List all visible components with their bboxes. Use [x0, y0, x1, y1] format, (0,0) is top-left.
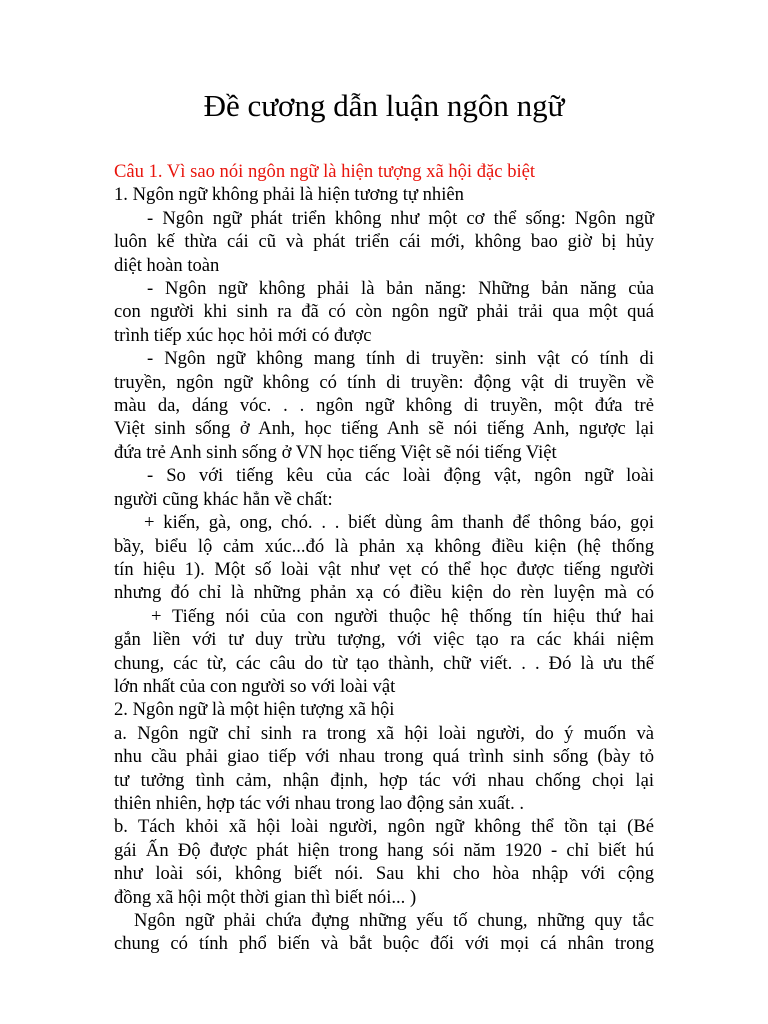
paragraph-line: a. Ngôn ngữ chỉ sinh ra trong xã hội loài người, do ý muốn và: [114, 722, 654, 744]
paragraph-line: lớn nhất của con người so với loài vật: [114, 675, 396, 697]
paragraph-line: trình tiếp xúc học hỏi mới có được: [114, 324, 372, 346]
paragraph-line: + Tiếng nói của con người thuộc hệ thống tín hiệu thứ hai: [151, 605, 654, 627]
paragraph-line: Ngôn ngữ phải chứa đựng những yếu tố chung, những quy tắc: [134, 910, 654, 931]
paragraph-line: như loài sói, không biết nói. Sau khi cho hòa nhập với cộng: [114, 863, 654, 885]
paragraph-line: gái Ấn Độ được phát hiện trong hang sói năm 1920 - chỉ biết hú: [114, 839, 654, 861]
paragraph-line: bầy, biểu lộ cảm xúc...đó là phản xạ không điều kiện (hệ thống: [114, 535, 654, 557]
paragraph-line: chung, các từ, các câu do từ tạo thành, chữ viết. . . Đó là ưu thế: [114, 652, 654, 674]
section-heading: 2. Ngôn ngữ là một hiện tượng xã hội: [114, 699, 395, 721]
paragraph-line: chung có tính phổ biến và bắt buộc đối với mọi cá nhân trong: [114, 933, 654, 955]
paragraph-line: nhu cầu phải giao tiếp với nhau trong quá trình sinh sống (bày tỏ: [114, 746, 654, 768]
paragraph-line: con người khi sinh ra đã có còn ngôn ngữ phải trải qua một quá: [114, 301, 654, 323]
paragraph-line: diệt hoàn toàn: [114, 254, 220, 276]
section-heading: 1. Ngôn ngữ không phải là hiện tương tự nhiên: [114, 184, 464, 206]
paragraph-line: đứa trẻ Anh sinh sống ở VN học tiếng Việt sẽ nói tiếng Việt: [114, 441, 557, 463]
paragraph-line: - So với tiếng kêu của các loài động vật, ngôn ngữ loài: [147, 465, 654, 487]
paragraph-line: màu da, dáng vóc. . . ngôn ngữ không di truyền, một đứa trẻ: [114, 395, 654, 417]
document-title: Đề cương dẫn luận ngôn ngữ: [203, 88, 565, 123]
paragraph-line: - Ngôn ngữ không mang tính di truyền: sinh vật có tính di: [147, 348, 654, 370]
paragraph-line: Việt sinh sống ở Anh, học tiếng Anh sẽ nói tiếng Anh, ngược lại: [114, 418, 654, 440]
question-heading: Câu 1. Vì sao nói ngôn ngữ là hiện tượng xã hội đặc biệt: [114, 161, 536, 182]
paragraph-line: + kiến, gà, ong, chó. . . biết dùng âm thanh để thông báo, gọi: [144, 512, 654, 534]
paragraph-line: người cũng khác hẳn về chất:: [114, 488, 333, 510]
paragraph-line: gắn liền với tư duy trừu tượng, với việc tạo ra các khái niệm: [114, 629, 654, 651]
paragraph-line: - Ngôn ngữ phát triển không như một cơ thể sống: Ngôn ngữ: [147, 207, 654, 229]
document-body: [114, 160, 654, 956]
paragraph-line: luôn kế thừa cái cũ và phát triển cái mới, không bao giờ bị hủy: [114, 231, 654, 253]
paragraph-line: thiên nhiên, hợp tác với nhau trong lao động sản xuất. .: [114, 792, 525, 814]
paragraph-line: b. Tách khỏi xã hội loài người, ngôn ngữ không thể tồn tại (Bé: [114, 816, 654, 838]
paragraph-line: tư tưởng tình cảm, nhận định, hợp tác với nhau chống chọi lại: [114, 769, 654, 791]
paragraph-line: nhưng đó chỉ là những phản xạ có điều kiện do rèn luyện mà có: [114, 582, 654, 604]
paragraph-line: - Ngôn ngữ không phải là bản năng: Những bản năng của: [147, 278, 654, 300]
paragraph-line: tín hiệu 1). Một số loài vật như vẹt có thể học được tiếng người: [114, 558, 654, 580]
paragraph-line: truyền, ngôn ngữ không có tính di truyền: động vật di truyền về: [114, 371, 654, 393]
paragraph-line: đồng xã hội một thời gian thì biết nói... ): [114, 886, 417, 908]
